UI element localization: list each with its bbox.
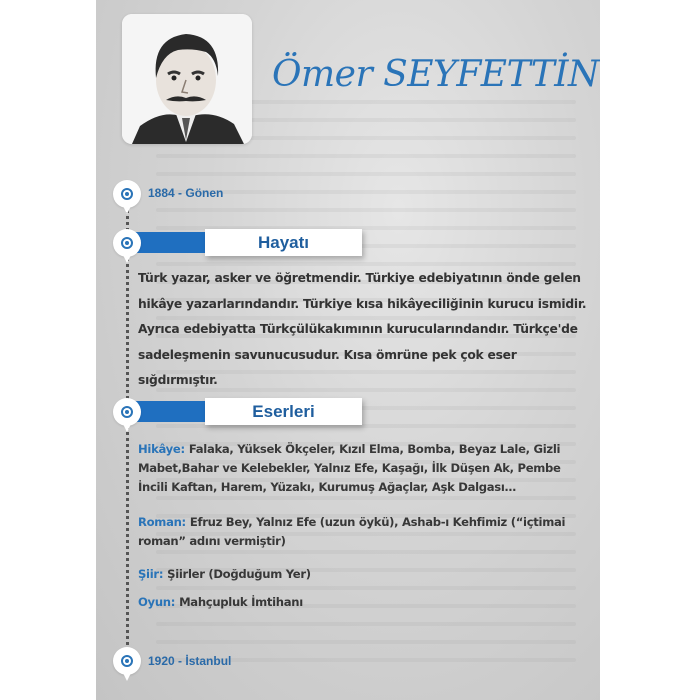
works-list: Şiirler (Doğduğum Yer) — [167, 567, 311, 581]
author-name: Ömer SEYFETTİN — [272, 54, 599, 95]
death-marker-icon — [113, 647, 141, 675]
works-list: Falaka, Yüksek Ökçeler, Kızıl Elma, Bomba, Beyaz Lale, Gizli Mabet,Bahar ve Kelebekler, Yalnız Efe, Kaşağı, İlk Düşen Ak, Pembe İncili Kaftan, Harem, Yüzakı, Kurumuş Ağaçlar, Aşk Dalgası… — [138, 442, 561, 494]
birth-event: 1884 - Gönen — [148, 186, 224, 200]
life-marker-icon — [113, 229, 141, 257]
works-category-label: Hikâye: — [138, 442, 185, 456]
birth-marker-icon — [113, 180, 141, 208]
works-section-title: Eserleri — [205, 398, 362, 425]
works-item-story — [138, 440, 590, 497]
location-pin-icon — [121, 188, 133, 200]
works-list: Efruz Bey, Yalnız Efe (uzun öykü), Ashab-ı Kehfimiz (“içtimai roman” adını vermiştir) — [138, 515, 566, 548]
works-list: Mahçupluk İmtihanı — [179, 595, 303, 609]
works-category-label: Roman: — [138, 515, 186, 529]
works-item-poetry — [138, 565, 590, 584]
portrait-image — [122, 14, 252, 144]
life-section-title: Hayatı — [205, 229, 362, 256]
works-item-play — [138, 593, 590, 612]
works-marker-icon — [113, 398, 141, 426]
life-description: Türk yazar, asker ve öğretmendir. Türkiye edebiyatının önde gelen hikâye yazarlarındandır. Türkiye kısa hikâyeciliğinin kurucu ismidir. Ayrıca edebiyatta Türkçülükakımının kurucularındandır. Türkçe'de sadeleşmenin savunucusudur. Kısa ömrüne pek çok eser sığdırmıştır. — [138, 271, 587, 387]
location-pin-icon — [121, 406, 133, 418]
biography-card — [96, 0, 600, 700]
portrait-icon — [122, 14, 252, 144]
location-pin-icon — [121, 655, 133, 667]
works-category-label: Oyun: — [138, 595, 176, 609]
location-pin-icon — [121, 237, 133, 249]
works-item-novel — [138, 513, 590, 551]
works-category-label: Şiir: — [138, 567, 164, 581]
death-event: 1920 - İstanbul — [148, 654, 232, 668]
